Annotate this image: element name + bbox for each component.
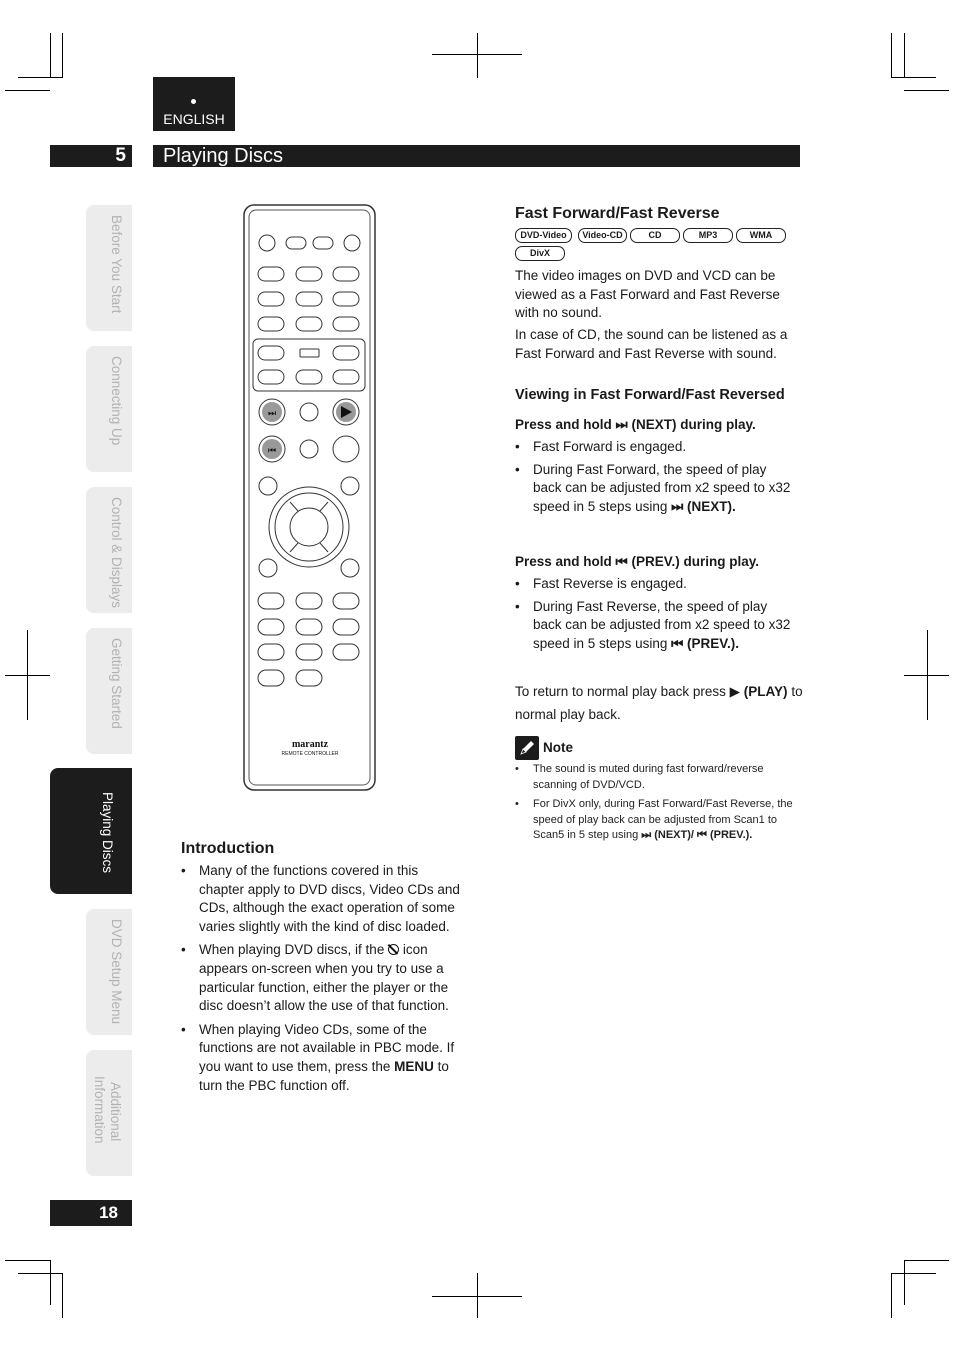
note-text: For DivX only, during Fast Forward/Fast Reverse, the speed of play back can be adjusted from Scan1 to Scan5 in 5 step using [533, 798, 793, 841]
next-icon: ⏭ [671, 498, 684, 514]
list-item-text: When playing DVD discs, if the [199, 942, 385, 958]
menu-key-label: MENU [394, 1058, 434, 1074]
list-item-text: When playing Video CDs, some of the functions are not available in PBC mode. If you want to use them, press the [199, 1021, 455, 1074]
list-item-text: During Fast Reverse, the speed of play back can be adjusted from x2 speed to x32 speed in 5 steps using [533, 598, 791, 651]
introduction-heading: Introduction [181, 840, 275, 857]
next-icon: ⏭ [615, 417, 628, 432]
language-tab [153, 77, 235, 131]
crop-mark [50, 1260, 51, 1305]
next-list [515, 438, 795, 516]
ffwd-paragraph: In case of CD, the sound can be listened as a Fast Forward and Fast Reverse with sound. [515, 327, 788, 361]
crop-mark [18, 77, 63, 78]
list-item: • Fast Reverse is engaged. [515, 575, 795, 594]
badge-video-cd: Video-CD [578, 228, 627, 243]
tab-label: Before You Start [109, 215, 124, 314]
crop-mark [904, 1260, 949, 1261]
ffwd-paragraph: The video images on DVD and VCD can be viewed as a Fast Forward and Fast Reverse with no sound. [515, 268, 780, 321]
tab-label: Information [92, 1076, 107, 1144]
svg-text:⏮: ⏮ [267, 445, 277, 455]
prev-icon: ⏮ [671, 635, 684, 651]
list-item [181, 941, 461, 1015]
tab-additional-information[interactable] [86, 1050, 132, 1176]
next-step [515, 416, 756, 435]
remote-brand: marantz [291, 739, 329, 750]
step-text: (NEXT) during play. [631, 417, 756, 432]
crop-mark [904, 1260, 905, 1305]
tab-label: Additional [108, 1082, 123, 1142]
dot-icon [191, 99, 196, 104]
prev-icon: ⏮ [615, 554, 628, 569]
ffwd-heading: Fast Forward/Fast Reverse [515, 205, 720, 222]
tab-before-you-start[interactable] [86, 205, 132, 331]
viewing-subheading: Viewing in Fast Forward/Fast Reversed [515, 387, 785, 403]
badge-divx: DivX [515, 246, 565, 261]
chapter-title: Playing Discs [153, 145, 800, 167]
list-item-text: (PREV.). [687, 635, 740, 651]
crop-mark [891, 77, 936, 78]
crop-mark [432, 1296, 522, 1297]
crop-mark [5, 1260, 50, 1261]
step-text: Press and hold [515, 417, 612, 432]
note-title: Note [543, 740, 573, 755]
badge-mp3: MP3 [683, 228, 733, 243]
list-item [181, 1021, 461, 1095]
tab-label: Getting Started [109, 638, 124, 729]
list-item: • Fast Forward is engaged. [515, 438, 795, 457]
step-text: Press and hold [515, 554, 612, 569]
list-item [515, 461, 795, 517]
crop-mark [891, 33, 892, 78]
crop-mark [50, 33, 51, 78]
tab-label: Playing Discs [100, 792, 115, 874]
prohibited-icon [388, 944, 399, 955]
crop-mark [891, 1273, 936, 1274]
tab-connecting-up[interactable] [86, 346, 132, 472]
return-instruction [515, 680, 805, 726]
list-item [515, 598, 795, 654]
badge-wma: WMA [736, 228, 786, 243]
badge-dvd-video: DVD-Video [515, 228, 572, 243]
crop-mark [891, 1273, 892, 1318]
crop-mark [904, 90, 949, 91]
return-text: to normal play back. [515, 684, 803, 722]
play-key-label: (PLAY) [743, 684, 788, 699]
language-label: ENGLISH [163, 111, 225, 127]
crop-mark [432, 54, 522, 55]
prev-list [515, 575, 795, 653]
tab-label: Control & Displays [109, 497, 124, 609]
note-list [515, 762, 803, 844]
page-number: 18 [50, 1200, 132, 1226]
introduction-list [181, 862, 461, 1095]
return-text: To return to normal play back press [515, 684, 726, 699]
crop-mark [5, 90, 50, 91]
step-text: (PREV.) during play. [631, 554, 759, 569]
list-item-text: (NEXT). [687, 498, 736, 514]
note-item [515, 797, 803, 844]
badge-cd: CD [630, 228, 680, 243]
prev-step [515, 553, 759, 572]
crop-mark [904, 33, 905, 78]
next-icon: ⏭ [641, 829, 652, 841]
note-item: • The sound is muted during fast forward/reverse scanning of DVD/VCD. [515, 762, 803, 793]
tab-label: DVD Setup Menu [109, 919, 124, 1025]
crop-mark [18, 1273, 63, 1274]
tab-playing-discs[interactable] [50, 768, 132, 894]
crop-mark [927, 630, 928, 720]
list-item-text: to turn the PBC function off. [199, 1058, 449, 1093]
tab-control-displays[interactable] [86, 487, 132, 613]
crop-mark [62, 1273, 63, 1318]
crop-mark [62, 33, 63, 78]
remote-label: REMOTE CONTROLLER [281, 751, 339, 757]
remote-control-illustration [240, 202, 380, 794]
note-text: (NEXT)/ [654, 829, 694, 841]
crop-mark [27, 630, 28, 720]
play-icon: ▶ [729, 684, 741, 699]
tab-label: Connecting Up [109, 356, 124, 446]
list-item-text: icon appears on-screen when you try to use a particular function, either the player or the disc doesn’t allow the use of that function. [199, 942, 449, 1014]
svg-text:⏭: ⏭ [267, 408, 277, 418]
note-text: (PREV.). [709, 829, 753, 841]
prev-icon: ⏮ [697, 829, 707, 841]
chapter-number: 5 [50, 145, 132, 167]
crop-mark [477, 33, 478, 78]
list-item-text: During Fast Forward, the speed of play back can be adjusted from x2 speed to x32 speed in 5 steps using [533, 461, 791, 514]
tab-getting-started[interactable] [86, 628, 132, 754]
tab-dvd-setup-menu[interactable] [86, 909, 132, 1035]
list-item: • Many of the functions covered in this chapter apply to DVD discs, Video CDs and CDs, although the exact operation of some varies slightly with the kind of disc loaded. [181, 862, 461, 936]
pencil-icon [515, 736, 539, 760]
